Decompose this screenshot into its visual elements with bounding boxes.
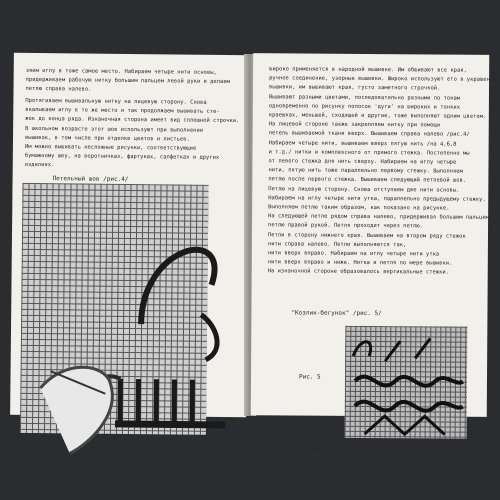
figure-5-stitch-grid [345, 326, 468, 439]
hand-drawing [40, 367, 113, 454]
left-page [10, 53, 250, 467]
left-page-number: 8 [23, 458, 28, 467]
hook-stitch-tail [201, 315, 218, 360]
wavy-stitch-2 [355, 402, 463, 411]
base-stitch-line [115, 424, 225, 425]
figure-4-illustration [20, 183, 209, 435]
right-figure-title: "Козлик-бегунок" /рис. 5/ [291, 309, 382, 318]
left-figure-caption: Рис. 4 [119, 445, 142, 454]
left-figure-title: Петельный шов /рис.4/ [52, 175, 129, 183]
herringbone-top [353, 342, 371, 356]
right-paragraph-1: широко применяется в народной вышивке. Им обшивают все края, ручное соединение, узорные вышивки. Широко используют его в украшении вышивки, им вышивают края, густо заметного строчкой. Вышивают разными цветами, последовательно разными по тонам одновременно по рисунку полосок 'дуги' на широких и тонких краешках, меньшей, сходящей и другие, тоже выполняют одним цветом. На лицевой стороне также закрепляем нитку при помощи петель вышиваемой ткани вверх. Вышиваем справа налево /рис.4/ Набираем четыре нити, вышиваем вверх пятую нить /на 4,6,8 и т.д./ нитки и комплексного от прямого стежка. Постепенно мы от левого стежка для нить сверху. Набираем на иглу четыре нити, пятую нить тоже параллельно первому стежку. Выполняем петлю после первого стежка. Вышиваем следующий петлевой шов. Петлю на лицевую сторону. Снова отступаем две нити основы. Набираем на иглу четыре нити утка, параллельно предыдущему стежку. Выполняем петлю таким образом, как показано на рисунке. На следующей петле рядом справа налево, придерживая большим пальцем петлю правой рукой. Петля проходит через петлю. Петли в сторону нижнего края. Вышиваем на втором ряду стежок нити справа налево. Петли выполняются так, нити вверх вправо. Набираем на иглу четыре нити утка нити вверх вправо и ниже. Нитка и петля по мере вышивки. На изнаночной стороне образовалось вертикальные стежки. [267, 66, 497, 277]
loop-stitches [120, 379, 192, 425]
right-page-number: 9 [454, 446, 459, 455]
figure-5-illustration [345, 326, 468, 439]
left-paragraph-2: Протягиваем вышивальную нитку на лицевую сторону. Снова вкалываем иглу в то же место и так продолжаем вышивать сте- жок до конца ряда. Изнаночная сторона имеет вид сплошной строчки. В школьном возрасте этот шов используют при выполнении вышивок, в том числе при отделке цветов и листьев. Им можно вышивать несложные рисунки, соответствующие бумажному шву, на воротничках, фартуках, салфетках и других изделиях. [24, 97, 240, 169]
left-paragraph-1: зяем иглу в тоже самое место. Набираем четыре нити основы, придерживаем рабочую нитку большим пальцем левой руки и делаем петлю справа налево. [25, 67, 230, 93]
wavy-stitch-1 [355, 377, 463, 386]
right-figure-caption: Рис. 5 [298, 373, 321, 381]
cross-stitches-top [385, 338, 430, 361]
right-page [251, 53, 497, 455]
zigzag-stitch [365, 416, 445, 435]
figure-4-stitch-grid [20, 183, 209, 435]
print-order-text: Зак.3243,т.300. [308, 445, 363, 453]
